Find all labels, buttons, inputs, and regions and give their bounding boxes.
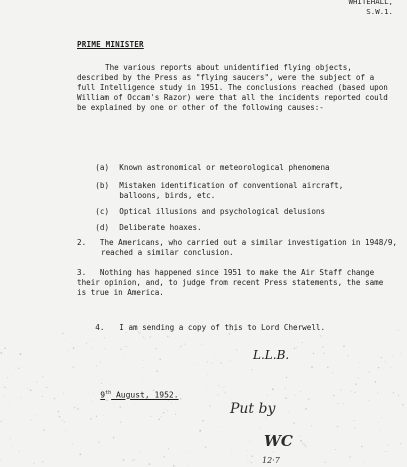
signature-initials: L.L.B. xyxy=(253,348,290,362)
speckle-dot xyxy=(266,417,267,418)
speckle-dot xyxy=(205,447,207,449)
speckle-dot xyxy=(91,348,92,349)
speckle-dot xyxy=(273,451,274,452)
speckle-dot xyxy=(332,372,333,373)
speckle-dot xyxy=(307,363,308,364)
speckle-dot xyxy=(311,366,313,368)
speckle-dot xyxy=(274,427,275,428)
speckle-dot xyxy=(0,352,2,354)
cause-label: (b) xyxy=(95,181,110,190)
speckle-dot xyxy=(313,353,315,355)
speckle-dot xyxy=(62,333,63,334)
speckle-dot xyxy=(333,395,334,396)
speckle-dot xyxy=(369,371,370,372)
speckle-dot xyxy=(179,410,180,411)
speckle-dot xyxy=(299,435,300,436)
speckle-dot xyxy=(15,353,16,354)
cause-text: Optical illusions and psychological delusions xyxy=(119,207,326,216)
speckle-dot xyxy=(199,430,201,432)
speckle-dot xyxy=(249,441,250,442)
speckle-dot xyxy=(322,346,324,348)
speckle-dot xyxy=(375,381,377,383)
speckle-dot xyxy=(4,348,6,350)
speckle-dot xyxy=(231,452,232,453)
speckle-dot xyxy=(79,454,81,456)
speckle-dot xyxy=(251,369,252,370)
speckle-dot xyxy=(1,421,2,422)
speckle-dot xyxy=(354,392,355,393)
speckle-dot xyxy=(113,437,114,438)
speckle-dot xyxy=(398,330,399,331)
speckle-dot xyxy=(142,360,143,361)
speckle-dot xyxy=(72,443,73,444)
paragraph-number: 4. xyxy=(95,323,105,332)
speckle-dot xyxy=(223,390,224,391)
speckle-dot xyxy=(286,377,287,378)
speckle-dot xyxy=(206,390,207,391)
date-ordinal: th xyxy=(105,390,112,396)
speckle-dot xyxy=(209,461,210,462)
speckle-dot xyxy=(231,448,232,449)
speckle-dot xyxy=(54,398,56,400)
speckle-dot xyxy=(130,429,131,430)
handwritten-date: 12·7 xyxy=(262,456,280,465)
speckle-dot xyxy=(52,450,53,451)
cause-text: Known astronomical or meteorological phenomena xyxy=(119,163,330,172)
speckle-dot xyxy=(167,440,168,441)
speckle-dot xyxy=(55,438,56,439)
speckle-dot xyxy=(189,451,190,452)
speckle-dot xyxy=(384,361,385,362)
speckle-dot xyxy=(244,443,245,444)
speckle-dot xyxy=(392,355,393,356)
speckle-dot xyxy=(230,360,231,361)
speckle-dot xyxy=(388,445,389,446)
speckle-dot xyxy=(20,353,22,355)
speckle-dot xyxy=(353,420,354,421)
speckle-dot xyxy=(42,376,43,377)
speckle-dot xyxy=(77,346,78,347)
speckle-dot xyxy=(3,419,4,420)
speckle-dot xyxy=(201,344,202,345)
speckle-dot xyxy=(43,429,45,431)
speckle-dot xyxy=(378,422,379,423)
speckle-dot xyxy=(337,403,339,405)
speckle-dot xyxy=(164,456,166,458)
speckle-dot xyxy=(59,416,61,418)
speckle-dot xyxy=(284,388,286,390)
speckle-dot xyxy=(11,375,12,376)
speckle-dot xyxy=(27,389,28,390)
speckle-dot xyxy=(44,340,45,341)
paragraph-text: Nothing has happened since 1951 to make the Air Staff change their opinion, and, to judge from recent Press statements, the same is true in America. xyxy=(77,268,384,297)
speckle-dot xyxy=(179,394,180,395)
speckle-dot xyxy=(385,451,386,452)
speckle-dot xyxy=(349,456,351,458)
speckle-dot xyxy=(73,366,75,368)
speckle-dot xyxy=(302,443,303,444)
speckle-dot xyxy=(305,446,306,447)
speckle-dot xyxy=(123,355,124,356)
paragraph-text: I am sending a copy of this to Lord Cherwell. xyxy=(119,323,326,332)
speckle-dot xyxy=(33,462,35,464)
speckle-dot xyxy=(155,348,157,350)
speckle-dot xyxy=(343,346,345,348)
handwritten-note-line1: Put by xyxy=(230,401,276,417)
speckle-dot xyxy=(103,415,104,416)
speckle-dot xyxy=(390,367,391,368)
speckle-dot xyxy=(175,414,176,415)
speckle-dot xyxy=(354,427,355,428)
speckle-dot xyxy=(36,381,37,382)
paragraph-text: The Americans, who carried out a similar investigation in 1948/9, reached a similar conclusion. xyxy=(99,238,398,257)
speckle-dot xyxy=(266,395,267,396)
cause-label: (d) xyxy=(95,223,110,232)
speckle-dot xyxy=(217,394,218,395)
speckle-dot xyxy=(389,366,390,367)
speckle-dot xyxy=(214,357,215,358)
speckle-dot xyxy=(220,362,221,363)
speckle-dot xyxy=(100,362,101,363)
speckle-dot xyxy=(58,415,59,416)
speckle-dot xyxy=(393,392,395,394)
speckle-dot xyxy=(348,355,349,356)
speckle-dot xyxy=(77,408,78,409)
speckle-dot xyxy=(401,353,402,354)
speckle-dot xyxy=(180,346,182,348)
cause-text: Deliberate hoaxes. xyxy=(119,223,202,232)
speckle-dot xyxy=(351,391,352,392)
speckle-dot xyxy=(64,421,65,422)
memo-date xyxy=(81,378,179,411)
speckle-dot xyxy=(247,461,248,462)
speckle-dot xyxy=(374,388,375,389)
speckle-dot xyxy=(272,388,274,390)
speckle-dot xyxy=(323,353,324,354)
speckle-dot xyxy=(42,396,43,397)
speckle-dot xyxy=(326,454,327,455)
speckle-dot xyxy=(65,339,66,340)
speckle-dot xyxy=(98,442,100,444)
speckle-dot xyxy=(260,428,261,429)
speckle-dot xyxy=(62,420,63,421)
speckle-dot xyxy=(295,395,296,396)
speckle-dot xyxy=(149,463,150,464)
speckle-dot xyxy=(383,402,384,403)
speckle-dot xyxy=(300,391,301,392)
speckle-dot xyxy=(247,450,248,451)
speckle-dot xyxy=(173,465,175,467)
speckle-dot xyxy=(40,415,41,416)
speckle-dot xyxy=(251,455,253,457)
speckle-dot xyxy=(2,464,3,465)
speckle-dot xyxy=(68,350,69,351)
speckle-dot xyxy=(0,460,1,461)
speckle-dot xyxy=(343,403,344,404)
speckle-dot xyxy=(132,460,133,461)
speckle-dot xyxy=(42,461,43,462)
speckle-dot xyxy=(206,361,208,363)
handwritten-initials: WC xyxy=(264,432,293,450)
speckle-dot xyxy=(30,389,32,391)
letterhead-address-line1: WHITEHALL, xyxy=(348,0,393,6)
speckle-dot xyxy=(7,377,8,378)
paragraph-3 xyxy=(77,268,392,298)
speckle-dot xyxy=(293,422,295,424)
speckle-dot xyxy=(341,390,342,391)
cause-label: (c) xyxy=(95,207,110,216)
speckle-dot xyxy=(355,420,356,421)
speckle-dot xyxy=(296,347,298,349)
speckle-dot xyxy=(6,426,7,427)
speckle-dot xyxy=(358,340,359,341)
speckle-dot xyxy=(120,349,121,350)
speckle-dot xyxy=(303,444,304,445)
speckle-dot xyxy=(58,411,59,412)
speckle-dot xyxy=(207,375,208,376)
speckle-dot xyxy=(218,426,219,427)
speckle-dot xyxy=(381,357,382,358)
paragraph-number: 3. xyxy=(77,268,87,277)
speckle-dot xyxy=(1,421,2,422)
speckle-dot xyxy=(35,415,36,416)
speckle-dot xyxy=(378,367,379,368)
speckle-dot xyxy=(220,387,221,388)
paragraph-4 xyxy=(77,313,325,343)
speckle-dot xyxy=(163,412,165,414)
speckle-dot xyxy=(188,464,189,465)
speckle-dot xyxy=(243,351,244,352)
speckle-dot xyxy=(126,346,127,347)
speckle-dot xyxy=(150,416,151,417)
speckle-dot xyxy=(224,392,226,394)
speckle-dot xyxy=(104,348,105,349)
speckle-dot xyxy=(311,425,312,426)
speckle-dot xyxy=(83,370,84,371)
speckle-dot xyxy=(202,420,204,422)
speckle-dot xyxy=(193,364,194,365)
speckle-dot xyxy=(19,451,20,452)
speckle-dot xyxy=(209,405,211,407)
speckle-dot xyxy=(3,396,4,397)
speckle-dot xyxy=(46,387,47,388)
speckle-dot xyxy=(218,385,219,386)
speckle-dot xyxy=(9,438,10,439)
speckle-dot xyxy=(96,365,98,367)
speckle-dot xyxy=(168,448,169,449)
cause-text: Mistaken identification of conventional aircraft, balloons, birds, etc. xyxy=(119,181,344,200)
date-month-year: August, 1952. xyxy=(111,390,179,400)
speckle-dot xyxy=(196,364,197,365)
speckle-dot xyxy=(307,460,308,461)
speckle-dot xyxy=(382,418,383,419)
speckle-dot xyxy=(294,348,295,349)
speckle-dot xyxy=(251,462,252,463)
speckle-dot xyxy=(200,430,201,431)
speckle-dot xyxy=(140,451,141,452)
speckle-dot xyxy=(256,377,257,378)
speckle-dot xyxy=(402,404,403,405)
speckle-dot xyxy=(120,422,122,424)
speckle-dot xyxy=(300,440,302,442)
speckle-dot xyxy=(73,347,75,349)
paragraph-1: The various reports about unidentified flying objects, described by the Press as "flying saucers", were the subject of a full Intelligence study in 1951. The conclusions reached (based upon William of Occam's Razor) were that all the incidents reported could be explained by one or other of the following causes:- xyxy=(77,63,388,112)
speckle-dot xyxy=(337,426,339,428)
speckle-dot xyxy=(238,368,239,369)
speckle-dot xyxy=(50,370,51,371)
speckle-dot xyxy=(123,459,125,461)
speckle-dot xyxy=(335,449,336,450)
speckle-dot xyxy=(96,416,98,418)
speckle-dot xyxy=(285,397,287,399)
speckle-dot xyxy=(180,398,182,400)
speckle-dot xyxy=(65,430,66,431)
speckle-dot xyxy=(161,416,163,418)
speckle-dot xyxy=(377,392,378,393)
speckle-dot xyxy=(228,397,229,398)
speckle-dot xyxy=(159,359,160,360)
speckle-dot xyxy=(159,419,161,421)
speckle-dot xyxy=(90,418,92,420)
speckle-dot xyxy=(116,463,117,464)
speckle-dot xyxy=(156,370,158,372)
speckle-dot xyxy=(359,362,360,363)
speckle-dot xyxy=(133,459,134,460)
speckle-dot xyxy=(12,446,13,447)
speckle-dot xyxy=(355,384,356,385)
speckle-dot xyxy=(223,387,224,388)
paragraph-number: 2. xyxy=(77,238,87,247)
paragraph-2 xyxy=(77,238,407,258)
speckle-dot xyxy=(212,363,213,364)
speckle-dot xyxy=(324,461,326,463)
speckle-dot xyxy=(306,454,307,455)
speckle-dot xyxy=(63,393,64,394)
speckle-dot xyxy=(133,345,134,346)
speckle-dot xyxy=(288,411,289,412)
speckle-dot xyxy=(386,362,387,363)
speckle-dot xyxy=(31,420,32,421)
letterhead-address-line2: S.W.1. xyxy=(366,7,393,16)
speckle-dot xyxy=(4,387,5,388)
speckle-dot xyxy=(367,399,369,401)
speckle-dot xyxy=(58,341,59,342)
speckle-dot xyxy=(236,349,237,350)
speckle-dot xyxy=(400,463,401,464)
speckle-dot xyxy=(363,462,364,463)
speckle-dot xyxy=(358,377,360,379)
speckle-dot xyxy=(9,406,10,407)
speckle-dot xyxy=(361,446,363,448)
speckle-dot xyxy=(143,367,144,368)
speckle-dot xyxy=(379,430,380,431)
speckle-dot xyxy=(74,407,76,409)
speckle-dot xyxy=(72,463,73,464)
speckle-dot xyxy=(21,397,22,398)
date-day: 9 xyxy=(100,390,106,400)
speckle-dot xyxy=(327,367,329,369)
memo-title: PRIME MINISTER xyxy=(77,40,144,49)
speckle-dot xyxy=(18,368,20,370)
speckle-dot xyxy=(398,395,400,397)
speckle-dot xyxy=(308,399,309,400)
speckle-dot xyxy=(184,343,186,345)
speckle-dot xyxy=(156,413,157,414)
cause-label: (a) xyxy=(95,163,110,172)
speckle-dot xyxy=(305,408,307,410)
speckle-dot xyxy=(400,443,402,445)
